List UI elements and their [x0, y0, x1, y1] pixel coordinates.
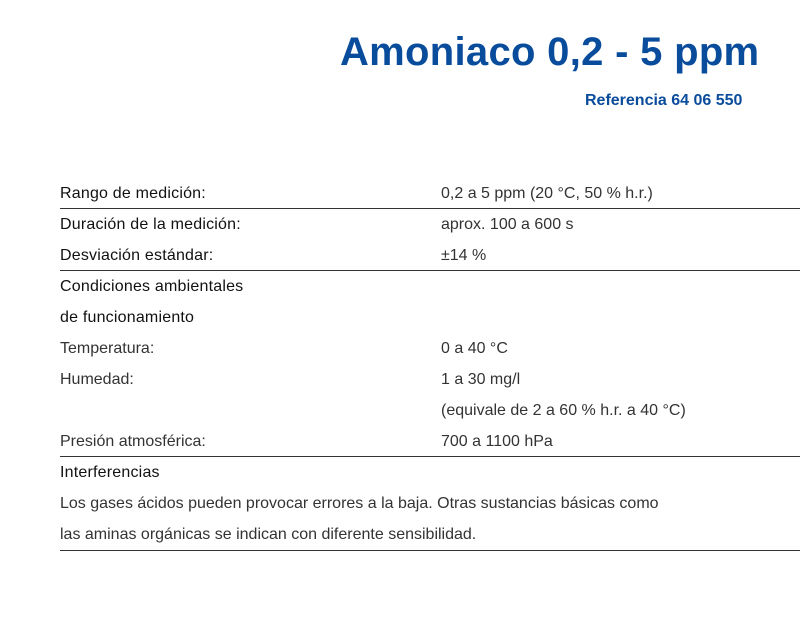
conditions-heading-row-2: [60, 302, 800, 333]
interferences-heading: Interferencias: [60, 464, 160, 481]
conditions-heading-line1: Condiciones ambientales: [60, 278, 244, 295]
range-value: 0,2 a 5 ppm (20 °C, 50 % h.r.): [441, 185, 653, 202]
spec-row-deviation: [60, 240, 800, 271]
duration-value: aprox. 100 a 600 s: [441, 216, 574, 233]
temperature-label: Temperatura:: [60, 340, 155, 357]
spec-row-humidity: [60, 364, 800, 395]
interferences-text-line1: Los gases ácidos pueden provocar errores a la baja. Otras sustancias básicas como: [60, 495, 659, 512]
pressure-value: 700 a 1100 hPa: [441, 433, 553, 450]
spec-row-temperature: [60, 333, 800, 364]
spec-table: [60, 178, 800, 551]
range-label: Rango de medición:: [60, 185, 206, 202]
deviation-label: Desviación estándar:: [60, 247, 214, 264]
spec-row-range: [60, 178, 800, 209]
pressure-label: Presión atmosférica:: [60, 433, 206, 450]
spec-row-duration: [60, 209, 800, 240]
spec-row-pressure: [60, 426, 800, 457]
page-title: Amoniaco 0,2 - 5 ppm: [340, 30, 760, 74]
duration-label: Duración de la medición:: [60, 216, 241, 233]
interferences-text-line2: las aminas orgánicas se indican con diferente sensibilidad.: [60, 519, 800, 551]
interferences-heading-row: [60, 457, 800, 488]
temperature-value: 0 a 40 °C: [441, 340, 508, 357]
conditions-heading-line2: de funcionamiento: [60, 309, 195, 326]
spec-row-humidity-note: [60, 395, 800, 426]
humidity-value: 1 a 30 mg/l: [441, 371, 521, 388]
humidity-label: Humedad:: [60, 371, 134, 388]
conditions-heading-row-1: [60, 271, 800, 302]
deviation-value: ±14 %: [441, 247, 487, 264]
humidity-note: (equivale de 2 a 60 % h.r. a 40 °C): [441, 402, 686, 419]
reference-number: Referencia 64 06 550: [585, 92, 743, 109]
